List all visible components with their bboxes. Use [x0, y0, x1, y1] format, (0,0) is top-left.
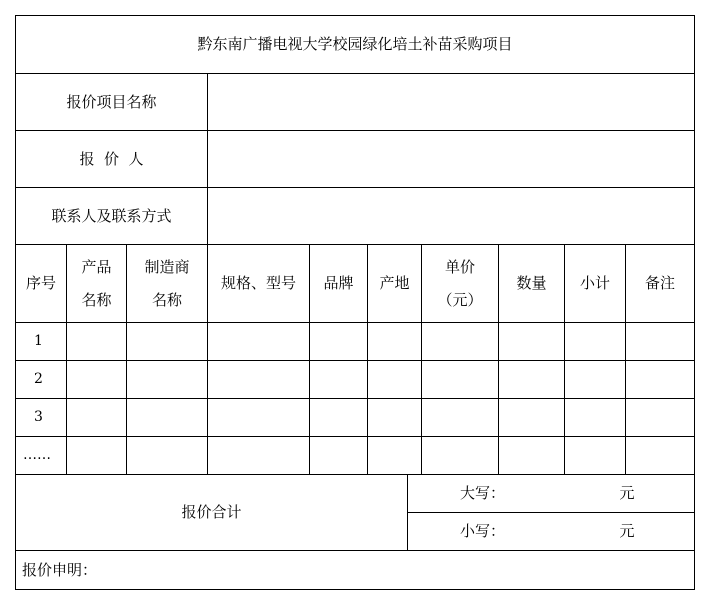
- info-label-quoter: 报 价 人: [79, 149, 144, 168]
- info-label-contact: 联系人及联系方式: [51, 206, 172, 225]
- col-header-brand: [310, 245, 367, 322]
- total-lower-unit: 元: [619, 522, 635, 541]
- col-header-spec-model: [208, 245, 309, 322]
- total-upper-label: 大写：: [460, 484, 506, 503]
- row-number-ellipsis: ……: [23, 447, 51, 463]
- row-number: 2: [34, 371, 43, 387]
- col-header-serial: [16, 245, 66, 322]
- col-header-serial-text: 序号: [25, 274, 56, 293]
- col-header-quantity: [499, 245, 564, 322]
- info-label-project-name: 报价项目名称: [66, 92, 157, 111]
- info-value-project-name[interactable]: [208, 74, 694, 130]
- col-header-line2: （元）: [437, 290, 483, 309]
- form-title: 黔东南广播电视大学校园绿化培土补苗采购项目: [197, 35, 513, 54]
- info-value-quoter[interactable]: [208, 131, 694, 187]
- row-divider: [15, 398, 695, 399]
- row-number: 1: [34, 333, 43, 349]
- row-divider: [15, 360, 695, 361]
- total-upper-unit: 元: [619, 484, 635, 503]
- col-header-unit-price: [422, 245, 498, 322]
- row-divider: [15, 436, 695, 437]
- col-header-line1: 产品: [81, 258, 112, 276]
- col-header-product-name: [67, 245, 126, 322]
- row-divider: [15, 322, 695, 323]
- table-border-bottom: [15, 589, 695, 590]
- col-header-subtotal-text: 小计: [579, 274, 610, 293]
- info-value-contact[interactable]: [208, 188, 694, 244]
- col-header-origin: [368, 245, 421, 322]
- col-header-line2: 名称: [81, 290, 112, 309]
- row-divider: [407, 512, 695, 513]
- col-header-origin-text: 产地: [379, 274, 410, 293]
- col-header-line2: 名称: [151, 290, 182, 309]
- table-border-right: [694, 15, 695, 590]
- total-label: 报价合计: [181, 503, 242, 522]
- col-header-quantity-text: 数量: [516, 274, 547, 293]
- col-header-manufacturer: [127, 245, 207, 322]
- col-header-line1: 制造商: [144, 258, 190, 276]
- col-header-subtotal: [565, 245, 625, 322]
- col-header-remarks-text: 备注: [644, 274, 675, 293]
- total-col-divider: [407, 474, 408, 550]
- col-header-spec-model-text: 规格、型号: [220, 274, 296, 293]
- quote-statement-label: 报价申明：: [22, 560, 98, 579]
- col-header-brand-text: 品牌: [323, 274, 354, 293]
- row-number: 3: [34, 409, 43, 425]
- total-lower-label: 小写：: [460, 522, 506, 541]
- col-header-line1: 单价: [444, 258, 475, 276]
- col-header-remarks: [626, 245, 694, 322]
